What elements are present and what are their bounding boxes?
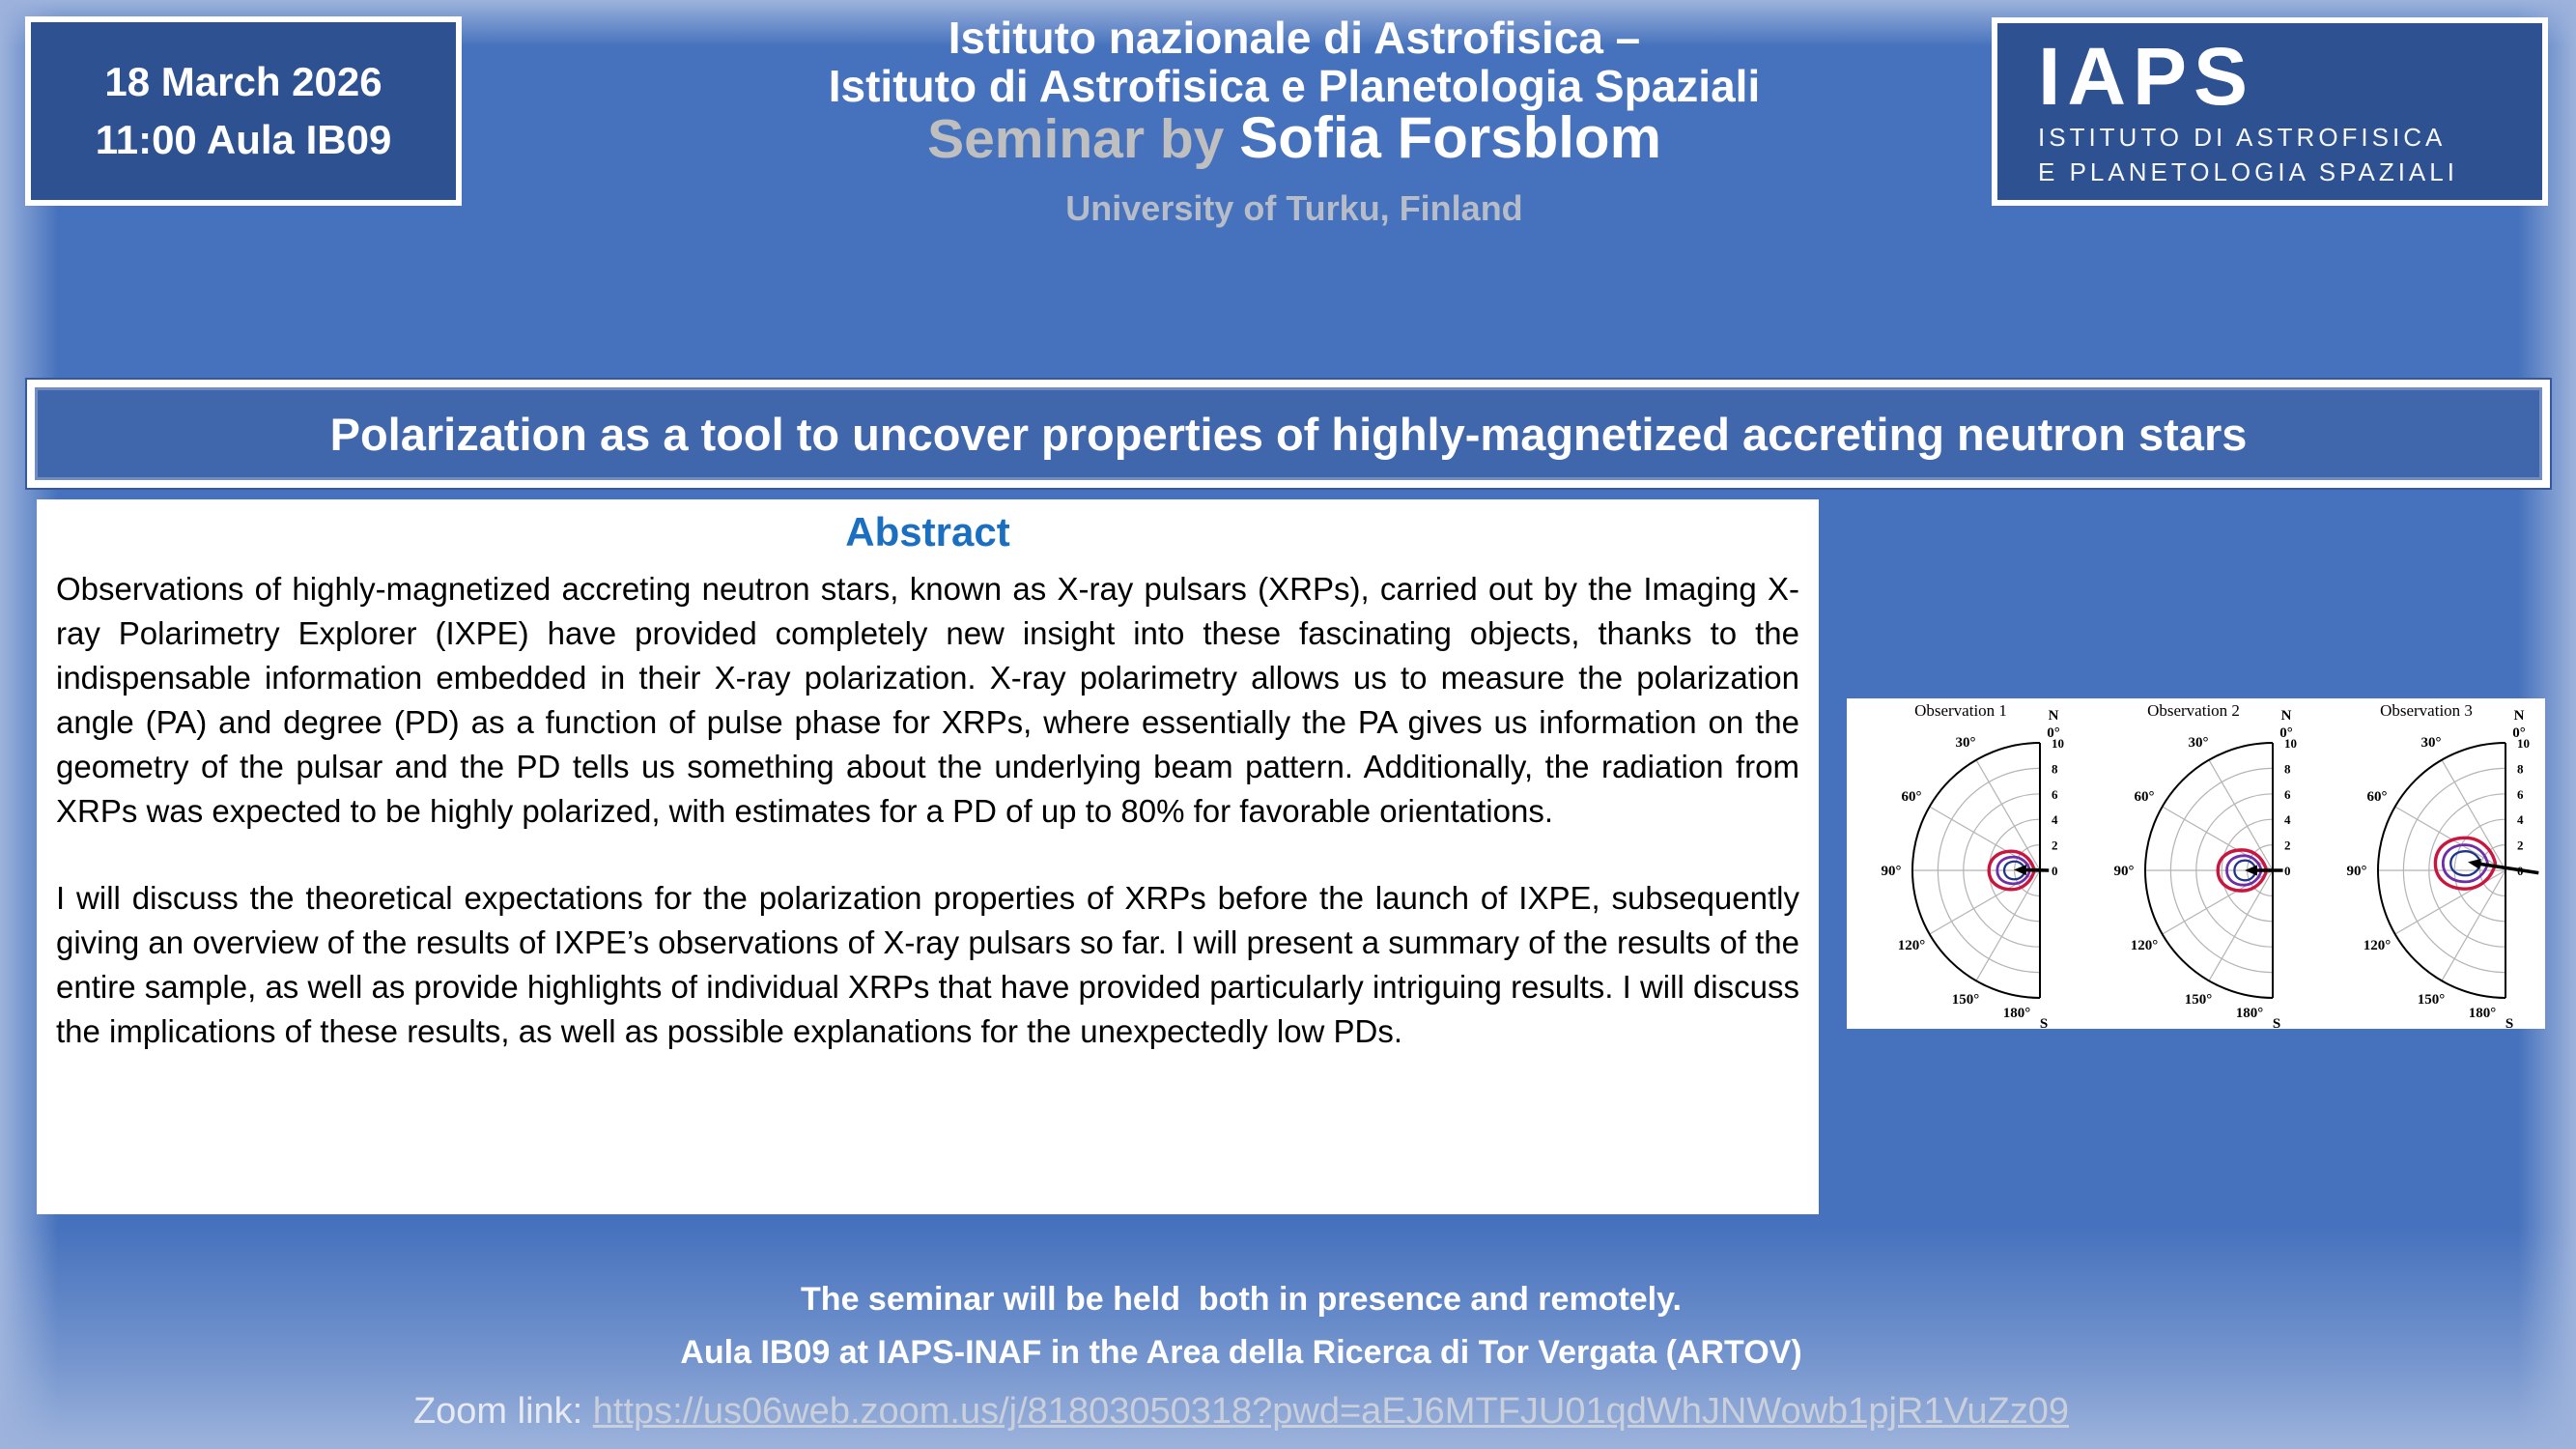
best-fit-arrowhead xyxy=(2468,859,2481,869)
plot-label: 0° xyxy=(2047,725,2060,741)
plot-label: 90° xyxy=(2113,864,2135,879)
date-location-box xyxy=(25,16,462,206)
plot-label: 6 xyxy=(2052,786,2058,802)
header xyxy=(502,12,2086,228)
grid-spoke xyxy=(2209,870,2273,980)
plot-label: Observation 1 xyxy=(1914,701,2007,720)
plot-label: S xyxy=(2039,1016,2049,1029)
plot-label: N xyxy=(2280,708,2292,724)
plot-label: 150° xyxy=(2184,992,2213,1008)
plot-label: 60° xyxy=(2366,789,2388,805)
iaps-logo-subtitle-line1: ISTITUTO DI ASTROFISICA xyxy=(2038,123,2447,152)
plot-label: 8 xyxy=(2284,761,2291,777)
grid-spoke xyxy=(1976,870,2040,980)
plot-label: 60° xyxy=(1901,789,1922,805)
plot-label: 0 xyxy=(2517,864,2524,878)
plot-label: 8 xyxy=(2517,761,2524,777)
plot-label: 4 xyxy=(2517,812,2524,828)
plot-label: 8 xyxy=(2052,761,2058,777)
seminar-by-label: Seminar by xyxy=(927,108,1240,170)
seminar-title-bar xyxy=(27,380,2550,488)
plot-label: N xyxy=(2513,708,2525,724)
plot-label: 180° xyxy=(2468,1006,2497,1021)
plot-label: 10 xyxy=(2517,736,2530,751)
plot-label: 120° xyxy=(2363,938,2392,953)
abstract-box xyxy=(37,499,1819,1214)
zoom-link[interactable]: https://us06web.zoom.us/j/81803050318?pwd=aEJ6MTFJU01qdWhJNWowb1pjR1VuZz09 xyxy=(592,1391,2070,1432)
footer-location-line: Aula IB09 at IAPS-INAF in the Area della Ricerca di Tor Vergata (ARTOV) xyxy=(680,1334,1802,1371)
observation-plot xyxy=(1847,698,2080,1029)
abstract-paragraph-1: Observations of highly-magnetized accreting neutron stars, known as X-ray pulsars (XRPs), carried out by the Imaging X-ray Polarimetry Explorer (IXPE) have provided completely new insight into these fascinating objects, thanks to the indispensable information embedded in their X-ray polarization. X-ray polarimetry allows us to measure the polarization angle (PA) and degree (PD) as a function of pulse phase for XRPs, where essentially the PA gives us information on the geometry of the pulsar and the PD tells us something about the underlying beam pattern. Additionally, the radiation from XRPs was expected to be highly polarized, with estimates for a PD of up to 80% for favorable orientations. xyxy=(56,571,1799,829)
plot-label: 6 xyxy=(2517,786,2524,802)
best-fit-arrowhead xyxy=(2245,866,2257,876)
plot-label: 120° xyxy=(2130,938,2159,953)
iaps-logo-acronym: IAPS xyxy=(2038,31,2255,122)
iaps-logo-subtitle-line2: E PLANETOLOGIA SPAZIALI xyxy=(2038,157,2458,186)
plot-label: N xyxy=(2048,708,2059,724)
plot-label: 150° xyxy=(2417,992,2446,1008)
plot-label: Observation 2 xyxy=(2147,701,2240,720)
plot-label: 90° xyxy=(2346,864,2367,879)
speaker-name: Sofia Forsblom xyxy=(1239,105,1661,170)
iaps-logo-subtitle xyxy=(2038,120,2542,189)
institute-name-line2: Istituto di Astrofisica e Planetologia Spaziali xyxy=(828,61,1761,111)
best-fit-arrow xyxy=(2480,864,2538,872)
abstract-paragraph-2: I will discuss the theoretical expectations for the polarization properties of XRPs before the launch of IXPE, subsequently giving an overview of the results of IXPE’s observations of X-ray pulsars so far. I will present a summary of the results of the entire sample, as well as provide highlights of individual XRPs that have provided particularly intriguing results. I will discuss the implications of these results, as well as possible explanations for the unexpectedly low PDs. xyxy=(56,880,1799,1049)
seminar-by-line xyxy=(502,105,2086,182)
grid-spoke xyxy=(2395,870,2505,934)
grid-spoke xyxy=(1976,760,2040,870)
plot-label: 180° xyxy=(2002,1006,2031,1021)
plot-label: 30° xyxy=(2420,735,2442,751)
plot-label: Observation 3 xyxy=(2380,701,2473,720)
plot-label: 6 xyxy=(2284,786,2291,802)
speaker-affiliation: University of Turku, Finland xyxy=(1065,188,1523,228)
zoom-link-line xyxy=(0,1383,2482,1439)
seminar-date: 18 March 2026 xyxy=(104,59,382,104)
institute-name-line1: Istituto nazionale di Astrofisica – xyxy=(948,13,1641,63)
plot-label: 180° xyxy=(2235,1006,2264,1021)
seminar-title: Polarization as a tool to uncover properties of highly-magnetized accreting neutron stars xyxy=(329,408,2248,460)
plot-label: 4 xyxy=(2052,812,2058,828)
plot-label: 4 xyxy=(2284,812,2291,828)
plot-label: 0 xyxy=(2052,864,2058,878)
plot-label: 10 xyxy=(2052,736,2064,751)
plot-label: S xyxy=(2272,1016,2281,1029)
observation-plot xyxy=(2080,698,2312,1029)
plot-label: 120° xyxy=(1897,938,1926,953)
plot-label: 30° xyxy=(1955,735,1976,751)
plot-label: 10 xyxy=(2284,736,2297,751)
plot-label: 60° xyxy=(2134,789,2155,805)
plot-label: 2 xyxy=(2052,838,2058,853)
footer xyxy=(0,1273,2482,1439)
zoom-link-label: Zoom link: xyxy=(412,1391,593,1432)
plot-label: 0 xyxy=(2284,864,2291,878)
plot-label: 2 xyxy=(2517,838,2524,853)
plot-label: 0° xyxy=(2279,725,2293,741)
best-fit-arrowhead xyxy=(2014,865,2026,875)
plot-label: 150° xyxy=(1951,992,1980,1008)
footer-presence-line: The seminar will be held both in presence and remotely. xyxy=(801,1281,1682,1318)
abstract-heading: Abstract xyxy=(845,509,1010,554)
plot-label: 0° xyxy=(2512,725,2526,741)
plot-label: 30° xyxy=(2188,735,2209,751)
grid-spoke xyxy=(2209,760,2273,870)
plot-label: 2 xyxy=(2284,838,2291,853)
plot-label: S xyxy=(2505,1016,2514,1029)
iaps-logo xyxy=(1992,17,2548,206)
polarization-contour-plots xyxy=(1847,698,2545,1029)
observation-plot xyxy=(2312,698,2545,1029)
plot-label: 90° xyxy=(1881,864,1902,879)
seminar-time-room: 11:00 Aula IB09 xyxy=(95,117,392,162)
